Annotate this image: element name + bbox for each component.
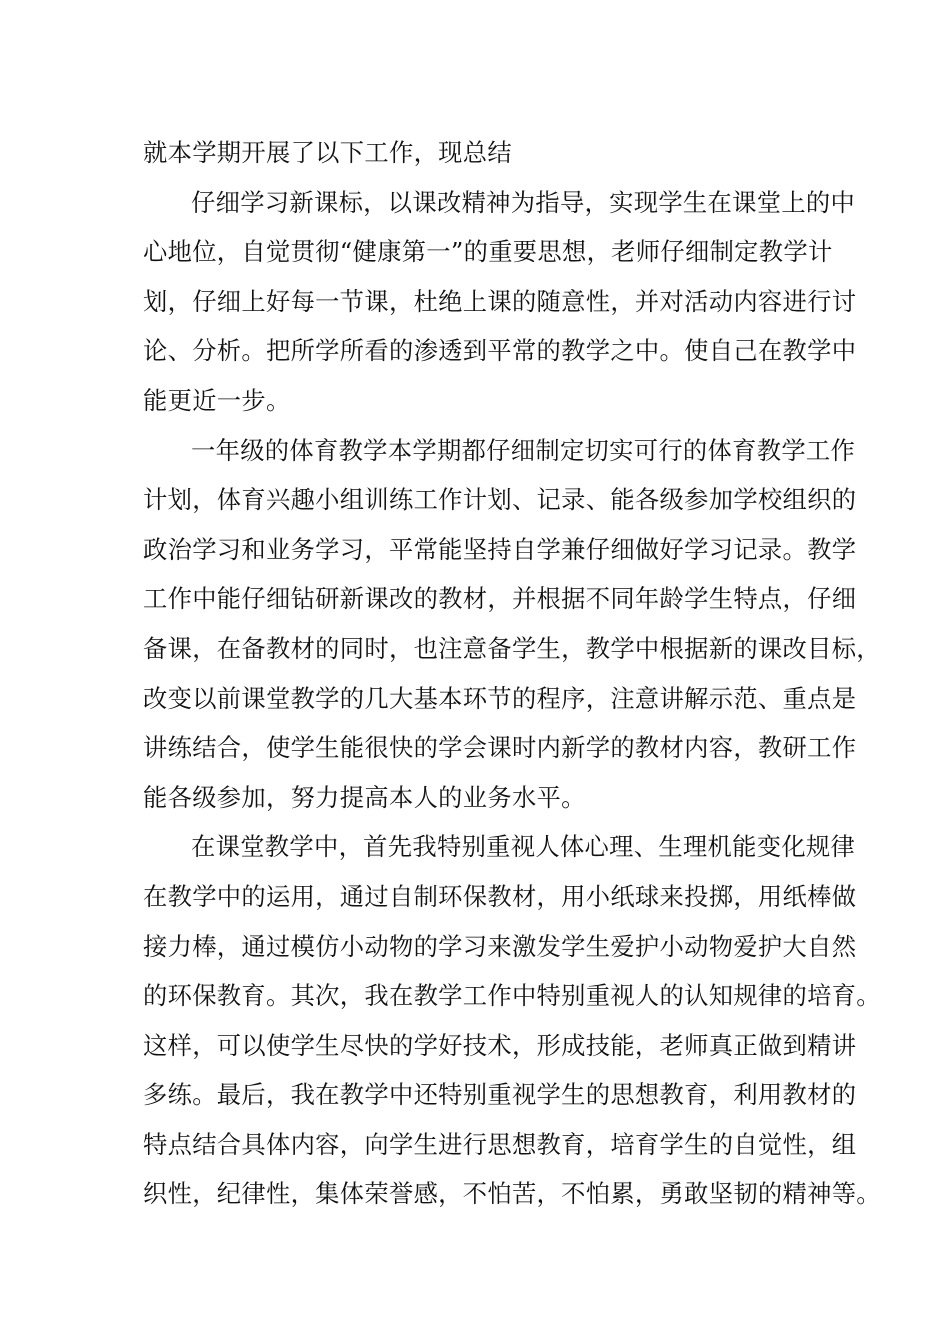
paragraph-4-line-8: 织性，纪律性，集体荣誉感，不怕苦，不怕累，勇敢坚韧的精神等。 (143, 1179, 881, 1209)
paragraph-1-line-1: 就本学期开展了以下工作，现总结 (143, 138, 512, 167)
paragraph-3-line-3: 政治学习和业务学习，平常能坚持自学兼仔细做好学习记录。教学 (143, 534, 857, 564)
paragraph-2-line-2: 心地位，自觉贯彻“健康第一”的重要思想，老师仔细制定教学计 (143, 237, 833, 267)
paragraph-3-line-7: 讲练结合，使学生能很快的学会课时内新学的教材内容，教研工作 (143, 733, 857, 763)
paragraph-4-line-6: 多练。最后，我在教学中还特别重视学生的思想教育，利用教材的 (143, 1080, 857, 1110)
paragraph-4-line-5: 这样，可以使学生尽快的学好技术，形成技能，老师真正做到精讲 (143, 1030, 857, 1060)
paragraph-3-line-4: 工作中能仔细钻研新课改的教材，并根据不同年龄学生特点，仔细 (143, 584, 857, 614)
paragraph-3-line-5: 备课，在备教材的同时，也注意备学生，教学中根据新的课改目标， (143, 633, 881, 663)
paragraph-3 (143, 426, 881, 823)
paragraph-3-line-6: 改变以前课堂教学的几大基本环节的程序，注意讲解示范、重点是 (143, 683, 857, 713)
paragraph-2 (143, 178, 857, 426)
paragraph-4-line-1: 在课堂教学中，首先我特别重视人体心理、生理机能变化规律 (191, 832, 856, 862)
paragraph-4-line-4: 的环保教育。其次，我在教学工作中特别重视人的认知规律的培育。 (143, 981, 881, 1011)
paragraph-3-line-1: 一年级的体育教学本学期都仔细制定切实可行的体育教学工作 (191, 435, 856, 465)
paragraph-4 (143, 822, 881, 1219)
paragraph-1 (143, 128, 826, 178)
paragraph-4-line-3: 接力棒，通过模仿小动物的学习来激发学生爱护小动物爱护大自然 (143, 931, 857, 961)
paragraph-3-line-2: 计划，体育兴趣小组训练工作计划、记录、能各级参加学校组织的 (143, 485, 857, 515)
paragraph-2-line-5: 能更近一步。 (143, 385, 291, 415)
paragraph-2-line-4: 论、分析。把所学所看的渗透到平常的教学之中。使自己在教学中 (143, 336, 857, 366)
paragraph-3-line-8: 能各级参加，努力提高本人的业务水平。 (143, 782, 586, 812)
document-body (143, 128, 881, 1219)
paragraph-4-line-7: 特点结合具体内容，向学生进行思想教育，培育学生的自觉性，组 (143, 1129, 857, 1159)
paragraph-2-line-1: 仔细学习新课标，以课改精神为指导，实现学生在课堂上的中 (191, 187, 856, 217)
paragraph-2-line-3: 划，仔细上好每一节课，杜绝上课的随意性，并对活动内容进行讨 (143, 286, 857, 316)
paragraph-4-line-2: 在教学中的运用，通过自制环保教材，用小纸球来投掷，用纸棒做 (143, 881, 857, 911)
